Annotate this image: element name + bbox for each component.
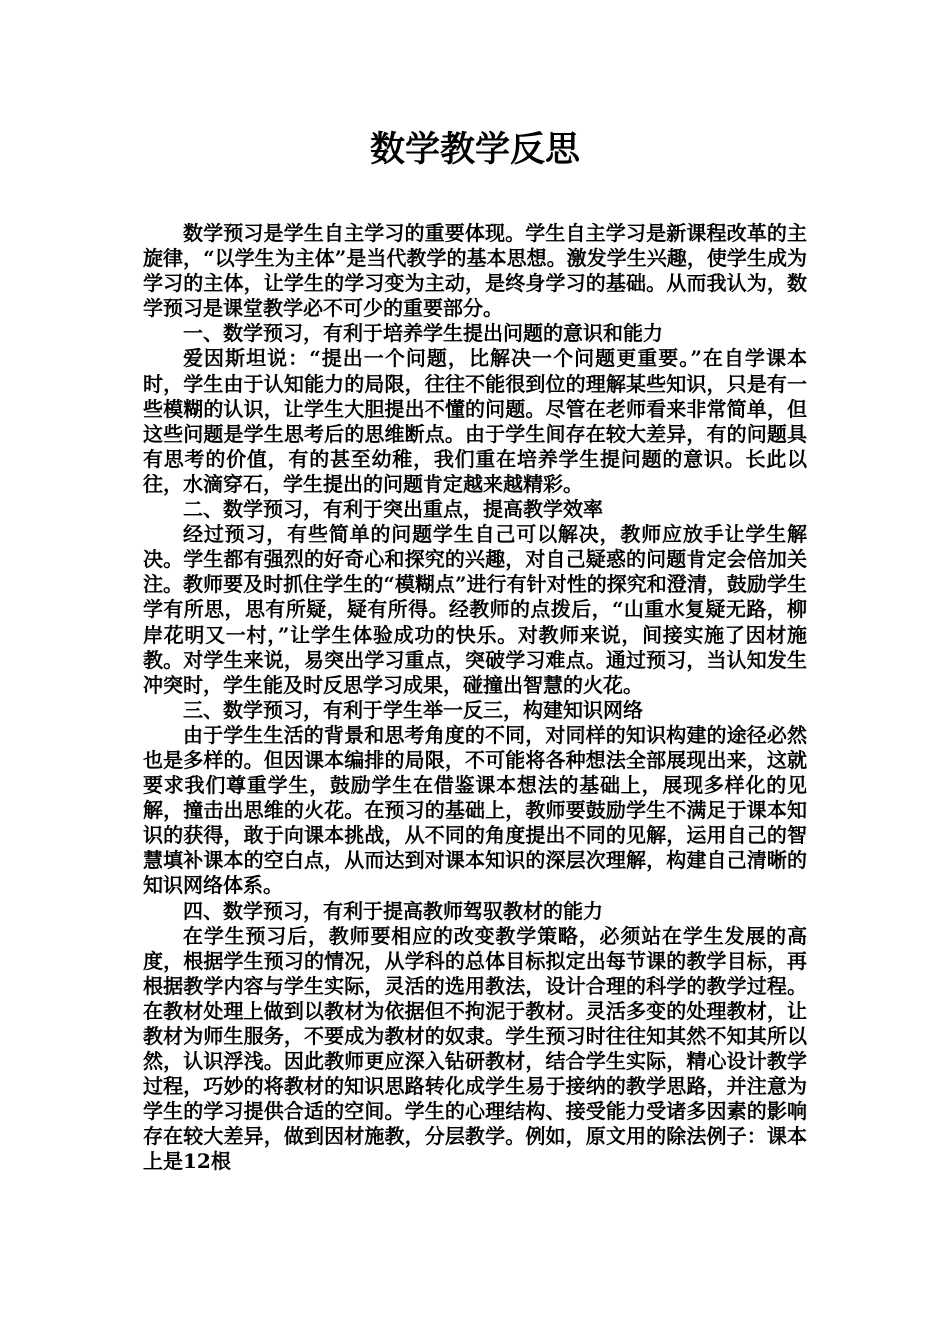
section-paragraph-4: 在学生预习后，教师要相应的改变教学策略，必须站在学生发展的高度，根据学生预习的情况，从学科的总体目标拟定出每节课的教学目标，再根据教学内容与学生实际，灵活的选用教法，设计合理的科学的教学过程。在教材处理上做到以教材为依据但不拘泥于教材。灵活多变的处理教材，让教材为师生服务，不要成为教材的奴隶。学生预习时往往知其然不知其所以然，认识浮浅。因此教师更应深入钻研教材，结合学生实际，精心设计教学过程，巧妙的将教材的知识思路转化成学生易于接纳的教学思路，并注意为学生的学习提供合适的空间。学生的心理结构、接受能力受诸多因素的影响存在较大差异，做到因材施教，分层教学。例如，原文用的除法例子：课本上是12根 [143,923,807,1174]
page-title: 数学教学反思 [369,129,580,170]
intro-paragraph: 数学预习是学生自主学习的重要体现。学生自主学习是新课程改革的主旋律，“以学生为主体”是当代教学的基本思想。激发学生兴趣，使学生成为学习的主体，让学生的学习变为主动，是终身学习的基础。从而我认为，数学预习是课堂教学必不可少的重要部分。 [143,221,807,321]
section-heading-4: 四、数学预习，有利于提高教师驾驭教材的能力 [183,898,603,923]
section-paragraph-1: 爱因斯坦说：“提出一个问题，比解决一个问题更重要。”在自学课本时，学生由于认知能力的局限，往往不能很到位的理解某些知识，只是有一些模糊的认识，让学生大胆提出不懂的问题。尽管在老师看来非常简单，但这些问题是学生思考后的思维断点。由于学生间存在较大差异，有的问题具有思考的价值，有的甚至幼稚，我们重在培养学生提问题的意识。长此以往，水滴穿石，学生提出的问题肯定越来越精彩。 [143,346,807,496]
section-paragraph-2: 经过预习，有些简单的问题学生自己可以解决，教师应放手让学生解决。学生都有强烈的好奇心和探究的兴趣，对自己疑惑的问题肯定会倍加关注。教师要及时抓住学生的“模糊点”进行有针对性的探究和澄清，鼓励学生学有所思，思有所疑，疑有所得。经教师的点拨后，“山重水复疑无路，柳岸花明又一村，”让学生体验成功的快乐。对教师来说，间接实施了因材施教。对学生来说，易突出学习重点，突破学习难点。通过预习，当认知发生冲突时，学生能及时反思学习成果，碰撞出智慧的火花。 [143,522,807,697]
section-heading-3: 三、数学预习，有利于学生举一反三，构建知识网络 [183,697,643,722]
section-heading-1: 一、数学预习，有利于培养学生提出问题的意识和能力 [183,321,663,346]
document-body [143,221,807,1175]
section-paragraph-3: 由于学生生活的背景和思考角度的不同，对同样的知识构建的途径必然也是多样的。但因课本编排的局限，不可能将各种想法全部展现出来，这就要求我们尊重学生，鼓励学生在借鉴课本想法的基础上，展现多样化的见解，撞击出思维的火花。在预习的基础上，教师要鼓励学生不满足于课本知识的获得，敢于向课本挑战，从不同的角度提出不同的见解，运用自己的智慧填补课本的空白点，从而达到对课本知识的深层次理解，构建自己清晰的知识网络体系。 [143,722,807,898]
section-heading-2: 二、数学预习，有利于突出重点，提高教学效率 [183,497,603,522]
